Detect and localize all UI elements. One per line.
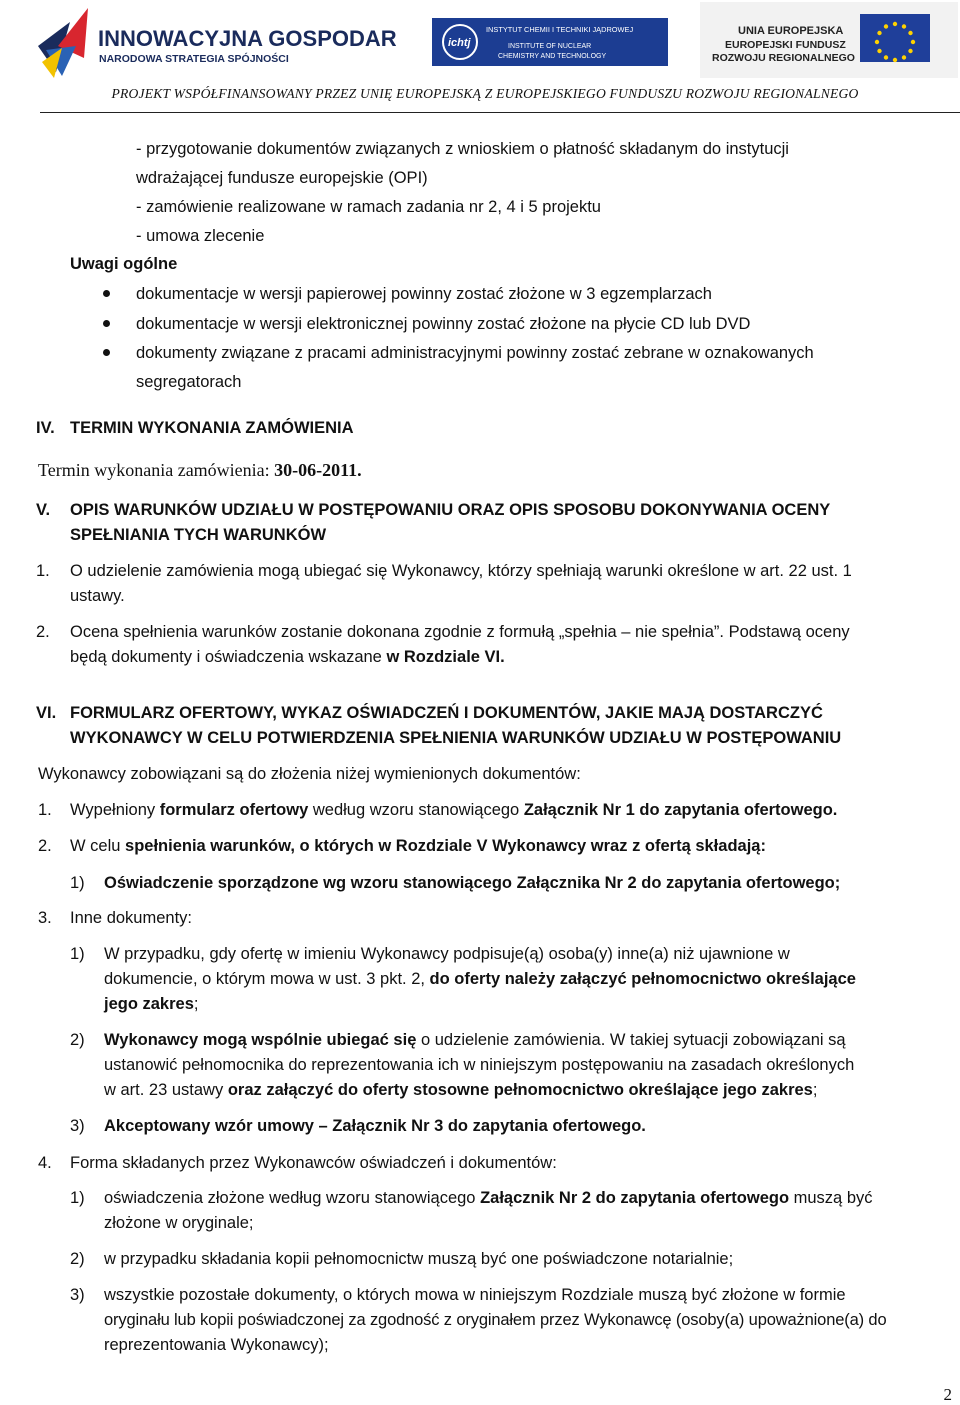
s6-item-3-1-number: 1) <box>70 945 85 963</box>
s6-item-3-2-c <box>104 1078 817 1103</box>
s6-item-1-number: 1. <box>38 801 52 819</box>
s6-item-3-1-c2: ; <box>193 995 199 1013</box>
s6-item-2-a: W celu <box>70 837 126 855</box>
s6-item-4: Forma składanych przez Wykonawców oświadczeń i dokumentów: <box>70 1154 557 1172</box>
note-item-2: dokumentacje w wersji elektronicznej powinny zostać złożone na płycie CD lub DVD <box>136 315 751 333</box>
s6-item-2-b: spełnienia warunków, o których w Rozdziale V Wykonawcy wraz z ofertą składają: <box>125 837 766 855</box>
s6-item-3-2-number: 2) <box>70 1031 85 1049</box>
logo-subtitle: NARODOWA STRATEGIA SPÓJNOŚCI <box>99 53 289 65</box>
note-item-1: dokumentacje w wersji papierowej powinny zostać złożone w 3 egzemplarzach <box>136 285 712 303</box>
deadline-value: 30-06-2011. <box>274 460 362 480</box>
s5-item-1-number: 1. <box>36 562 50 580</box>
general-notes-title: Uwagi ogólne <box>70 255 178 273</box>
s6-item-1 <box>70 798 837 823</box>
eu-flag-emblem <box>700 2 958 78</box>
intro-line-1a: - przygotowanie dokumentów związanych z wnioskiem o płatność składanym do instytucji <box>136 140 789 158</box>
s6-item-4-1-number: 1) <box>70 1189 85 1207</box>
s6-item-3: Inne dokumenty: <box>70 909 192 927</box>
s6-item-4-1-a1: oświadczenia złożone według wzoru stanowiącego <box>104 1189 481 1207</box>
innowacyjna-gospodarka-emblem <box>36 2 396 80</box>
s6-item-2-number: 2. <box>38 837 52 855</box>
s5-item-2-number: 2. <box>36 623 50 641</box>
s6-item-4-1-a3: muszą być <box>789 1189 873 1207</box>
s6-item-4-1-a2: Załącznik Nr 2 do zapytania ofertowego <box>480 1189 790 1207</box>
s6-item-3-number: 3. <box>38 909 52 927</box>
s6-item-3-3: Akceptowany wzór umowy – Załącznik Nr 3 do zapytania ofertowego. <box>104 1117 646 1135</box>
s6-item-3-1-c1: jego zakres <box>104 995 194 1013</box>
s6-item-3-1-c <box>104 992 198 1017</box>
note-item-3b: segregatorach <box>136 373 242 391</box>
s6-item-4-3-b: oryginału lub kopii poświadczonej za zgodność z oryginałem przez Wykonawcę (osoby(a) upoważnione(a) do <box>104 1311 887 1329</box>
section-5-title-a: OPIS WARUNKÓW UDZIAŁU W POSTĘPOWANIU ORAZ OPIS SPOSOBU DOKONYWANIA OCENY <box>70 501 831 519</box>
deadline-line <box>38 458 362 483</box>
s6-item-4-number: 4. <box>38 1154 52 1172</box>
s6-item-3-2-b: ustanowić pełnomocnika do reprezentowania ich w niniejszym postępowaniu na zasadach określonych <box>104 1056 855 1074</box>
s6-item-4-3-c: reprezentowania Wykonawcy); <box>104 1336 329 1354</box>
s5-item-2b <box>70 645 505 670</box>
logo-line3: CHEMISTRY AND TECHNOLOGY <box>498 53 607 60</box>
project-cofinancing-text: PROJEKT WSPÓŁFINANSOWANY PRZEZ UNIĘ EUROPEJSKĄ Z EUROPEJSKIEGO FUNDUSZU ROZWOJU REGIONALNEGO <box>111 86 859 101</box>
s6-item-3-2-c3: ; <box>812 1081 818 1099</box>
note-item-3a: dokumenty związane z pracami administracyjnymi powinny zostać zebrane w oznakowanych <box>136 344 814 362</box>
section-6-title-a: FORMULARZ OFERTOWY, WYKAZ OŚWIADCZEŃ I DOKUMENTÓW, JAKIE MAJĄ DOSTARCZYĆ <box>70 704 823 722</box>
bullet-icon <box>103 290 110 297</box>
section-5-title-b: SPEŁNIANIA TYCH WARUNKÓW <box>70 526 327 544</box>
ichtj-emblem <box>432 18 668 66</box>
eu-erdf-logo <box>700 2 958 78</box>
bullet-icon <box>103 320 110 327</box>
section-5-number: V. <box>36 501 51 519</box>
s5-item-1a: O udzielenie zamówienia mogą ubiegać się Wykonawcy, którzy spełniają warunki określone w art. 22 ust. 1 <box>70 562 852 580</box>
s6-item-3-3-number: 3) <box>70 1117 85 1135</box>
s6-item-1-b: formularz ofertowy <box>159 801 309 819</box>
logo-title: INNOWACYJNA GOSPODARKA <box>98 26 396 51</box>
deadline-label: Termin wykonania zamówienia: <box>38 460 270 480</box>
page-number: 2 <box>943 1385 952 1404</box>
s6-item-4-1-b: złożone w oryginale; <box>104 1214 254 1232</box>
s6-item-4-2: w przypadku składania kopii pełnomocnictw muszą być one poświadczone notarialnie; <box>104 1250 734 1268</box>
s6-item-4-1-a <box>104 1186 954 1211</box>
s5-item-2b-ref: w Rozdziale VI. <box>386 648 505 666</box>
s6-item-3-1-b <box>104 967 954 992</box>
bullet-icon <box>103 349 110 356</box>
s6-item-4-3-a: wszystkie pozostałe dokumenty, o których mowa w niniejszym Rozdziale muszą być złożone w formie <box>104 1286 846 1304</box>
eu-line3: ROZWOJU REGIONALNEGO <box>712 52 855 64</box>
s6-item-3-2-a1: Wykonawcy mogą wspólnie ubiegać się <box>104 1031 417 1049</box>
ichtj-logo <box>432 18 668 66</box>
section-6-title-b: WYKONAWCY W CELU POTWIERDZENIA SPEŁNIENIA WARUNKÓW UDZIAŁU W POSTĘPOWANIU <box>70 729 842 747</box>
s6-item-1-a: Wypełniony <box>70 801 160 819</box>
s6-item-3-2-c2: oraz załączyć do oferty stosowne pełnomocnictwo określające jego zakres <box>227 1081 813 1099</box>
s6-item-2-1-number: 1) <box>70 874 85 892</box>
intro-line-1b: wdrażającej fundusze europejskie (OPI) <box>136 169 428 187</box>
section-4-title: TERMIN WYKONANIA ZAMÓWIENIA <box>70 419 354 437</box>
logo-abbr: ichtj <box>448 37 471 49</box>
s5-item-2a: Ocena spełnienia warunków zostanie dokonana zgodnie z formułą „spełnia – nie spełnia”. Podstawą oceny <box>70 623 850 641</box>
s6-item-2-1: Oświadczenie sporządzone wg wzoru stanowiącego Załącznika Nr 2 do zapytania ofertowego; <box>104 874 841 892</box>
innowacyjna-gospodarka-logo <box>36 2 396 80</box>
s6-item-3-2-c1: w art. 23 ustawy <box>104 1081 228 1099</box>
s6-item-1-d: Załącznik Nr 1 do zapytania ofertowego. <box>523 801 838 819</box>
s6-item-3-1-a: W przypadku, gdy ofertę w imieniu Wykonawcy podpisuje(ą) osoba(y) inne(a) niż ujawnione w <box>104 945 790 963</box>
logo-line1: INSTYTUT CHEMII I TECHNIKI JĄDROWEJ <box>486 25 634 34</box>
s6-item-3-2-a <box>104 1028 954 1053</box>
section-4-number: IV. <box>36 419 55 437</box>
s6-item-1-c: według wzoru stanowiącego <box>308 801 524 819</box>
s5-item-2b-text: będą dokumenty i oświadczenia wskazane <box>70 648 387 666</box>
s6-item-4-2-number: 2) <box>70 1250 85 1268</box>
eu-line2: EUROPEJSKI FUNDUSZ <box>725 39 846 51</box>
header-divider <box>40 112 960 113</box>
s6-item-3-1-b1: dokumencie, o którym mowa w ust. 3 pkt. 2, <box>104 970 430 988</box>
s6-item-3-1-b2: do oferty należy załączyć pełnomocnictwo określające <box>429 970 856 988</box>
logo-line2: INSTITUTE OF NUCLEAR <box>508 43 592 50</box>
s6-intro: Wykonawcy zobowiązani są do złożenia niżej wymienionych dokumentów: <box>38 765 581 783</box>
eu-line1: UNIA EUROPEJSKA <box>738 25 844 37</box>
section-6-number: VI. <box>36 704 57 722</box>
s6-item-3-2-a2: o udzielenie zamówienia. W takiej sytuacji zobowiązani są <box>416 1031 846 1049</box>
intro-line-2: - zamówienie realizowane w ramach zadania nr 2, 4 i 5 projektu <box>136 198 601 216</box>
s6-item-4-3-number: 3) <box>70 1286 85 1304</box>
s6-item-2 <box>70 834 766 859</box>
s5-item-1b: ustawy. <box>70 587 125 605</box>
intro-line-3: - umowa zlecenie <box>136 227 265 245</box>
